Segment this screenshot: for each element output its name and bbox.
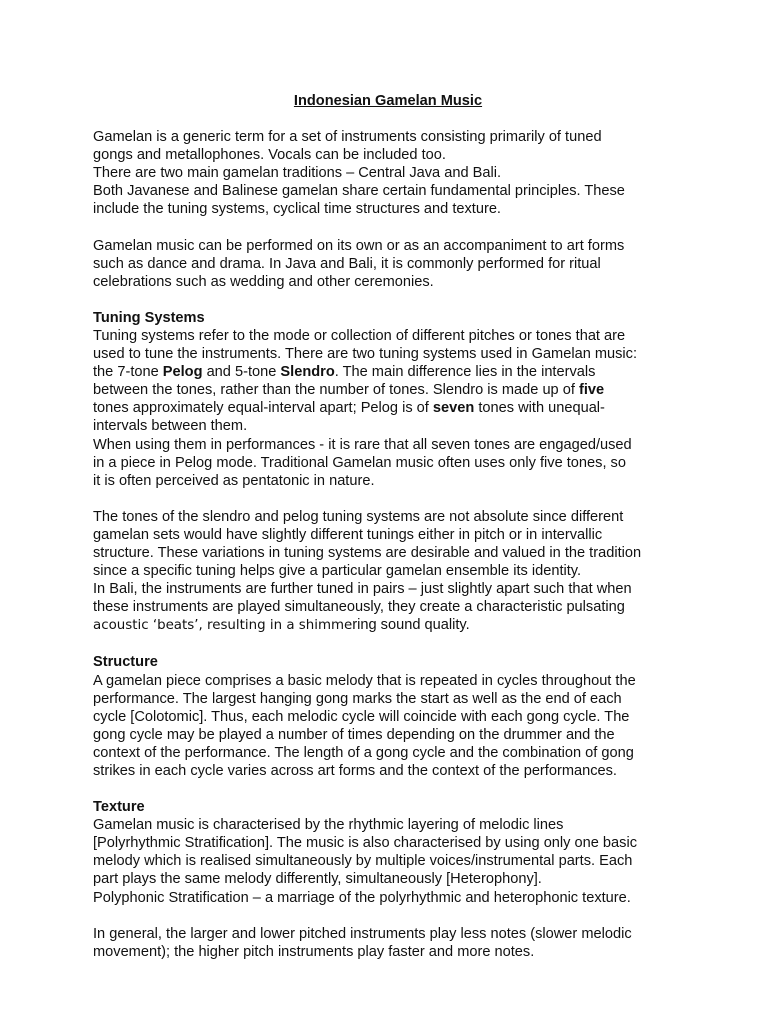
text-line: include the tuning systems, cyclical time structures and texture. bbox=[93, 201, 501, 218]
text-line bbox=[93, 381, 683, 399]
text-line: When using them in performances - it is rare that all seven tones are engaged/used bbox=[93, 436, 632, 453]
text-line: gamelan sets would have slightly different tunings either in pitch or in intervallic bbox=[93, 526, 603, 543]
section-heading-structure: Structure bbox=[93, 654, 158, 671]
section-heading-tuning: Tuning Systems bbox=[93, 309, 205, 326]
section-heading-texture: Texture bbox=[93, 799, 145, 816]
text-run: between the tones, rather than the number of tones. Slendro is made up of bbox=[93, 382, 579, 399]
text-run: tones approximately equal-interval apart; Pelog is of bbox=[93, 400, 433, 417]
text-line: Gamelan music can be performed on its own or as an accompaniment to art forms bbox=[93, 237, 625, 254]
text-line: used to tune the instruments. There are two tuning systems used in Gamelan music: bbox=[93, 346, 638, 363]
texture-section bbox=[93, 798, 683, 907]
text-line: In Bali, the instruments are further tuned in pairs – just slightly apart such that when bbox=[93, 581, 632, 598]
text-line: Polyphonic Stratification – a marriage of the polyrhythmic and heterophonic texture. bbox=[93, 889, 631, 906]
text-line: it is often perceived as pentatonic in nature. bbox=[93, 472, 375, 489]
text-line: Gamelan music is characterised by the rhythmic layering of melodic lines bbox=[93, 817, 564, 834]
text-line bbox=[93, 363, 683, 381]
text-run: tones with unequal- bbox=[474, 400, 605, 417]
text-line: [Polyrhythmic Stratification]. The music is also characterised by using only one basic bbox=[93, 835, 637, 852]
text-line: Tuning systems refer to the mode or collection of different pitches or tones that are bbox=[93, 327, 626, 344]
text-line: Gamelan is a generic term for a set of instruments consisting primarily of tuned bbox=[93, 129, 602, 146]
bold-term-slendro: Slendro bbox=[280, 364, 335, 381]
text-run: the 7-tone bbox=[93, 364, 163, 381]
text-line: There are two main gamelan traditions – Central Java and Bali. bbox=[93, 165, 502, 182]
text-line: part plays the same melody differently, simultaneously [Heterophony]. bbox=[93, 871, 542, 888]
text-line: gong cycle may be played a number of times depending on the drummer and the bbox=[93, 726, 615, 743]
text-line: strikes in each cycle varies across art forms and the context of the performances. bbox=[93, 763, 617, 779]
text-line: performance. The largest hanging gong marks the start as well as the end of each bbox=[93, 690, 622, 707]
bold-term-five: five bbox=[578, 382, 605, 399]
text-line: celebrations such as wedding and other ceremonies. bbox=[93, 273, 434, 290]
text-line: since a specific tuning helps give a particular gamelan ensemble its identity. bbox=[93, 563, 582, 580]
text-line: The tones of the slendro and pelog tuning systems are not absolute since different bbox=[93, 508, 624, 525]
text-line: gongs and metallophones. Vocals can be included too. bbox=[93, 147, 446, 164]
structure-section bbox=[93, 653, 683, 780]
text-line: such as dance and drama. In Java and Bali, it is commonly performed for ritual bbox=[93, 255, 601, 272]
text-line: intervals between them. bbox=[93, 418, 248, 435]
bold-term-seven: seven bbox=[432, 400, 475, 417]
text-line: these instruments are played simultaneously, they create a characteristic pulsating bbox=[93, 599, 625, 616]
performance-paragraph bbox=[93, 237, 683, 291]
text-line: context of the performance. The length of a gong cycle and the combination of gong bbox=[93, 744, 634, 761]
text-line bbox=[93, 399, 683, 417]
document-page bbox=[93, 92, 683, 979]
document-title: Indonesian Gamelan Music bbox=[293, 93, 483, 109]
text-line: A gamelan piece comprises a basic melody that is repeated in cycles throughout the bbox=[93, 672, 636, 689]
general-paragraph bbox=[93, 925, 683, 961]
text-line: movement); the higher pitch instruments play faster and more notes. bbox=[93, 943, 535, 960]
text-run: . The main difference lies in the intervals bbox=[334, 364, 596, 381]
text-run: ring sound quality. bbox=[352, 617, 470, 634]
intro-paragraph bbox=[93, 128, 683, 218]
text-line: cycle [Colotomic]. Thus, each melodic cycle will coincide with each gong cycle. The bbox=[93, 708, 630, 725]
text-run: and 5-tone bbox=[202, 364, 281, 381]
text-line: structure. These variations in tuning systems are desirable and valued in the tradition bbox=[93, 544, 642, 561]
text-line: in a piece in Pelog mode. Traditional Gamelan music often uses only five tones, so bbox=[93, 454, 626, 471]
tones-paragraph bbox=[93, 508, 683, 636]
bold-term-pelog: Pelog bbox=[162, 364, 203, 381]
text-line: Both Javanese and Balinese gamelan share certain fundamental principles. These bbox=[93, 183, 625, 200]
text-run: acoustic ‘beats’, resulting in a shimme bbox=[93, 618, 353, 634]
text-line bbox=[93, 616, 683, 635]
text-line: melody which is realised simultaneously by multiple voices/instrumental parts. Each bbox=[93, 853, 633, 870]
text-line: In general, the larger and lower pitched instruments play less notes (slower melodic bbox=[93, 925, 632, 942]
tuning-section bbox=[93, 309, 683, 490]
